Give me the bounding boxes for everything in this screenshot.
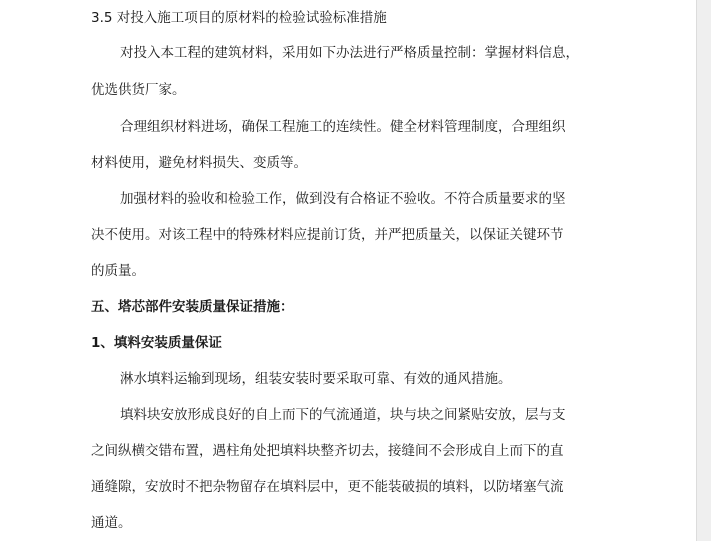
paragraph-line: 加强材料的验收和检验工作，做到没有合格证不验收。不符合质量要求的坚 bbox=[120, 191, 566, 207]
sub-heading: 1、填料安装质量保证 bbox=[91, 335, 222, 351]
paragraph-line: 之间纵横交错布置，遇柱角处把填料块整齐切去，接缝间不会形成自上而下的直 bbox=[91, 443, 564, 459]
paragraph-line: 合理组织材料进场，确保工程施工的连续性。健全材料管理制度，合理组织 bbox=[120, 119, 566, 135]
section-heading: 3.5 对投入施工项目的原材料的检验试验标准措施 bbox=[91, 10, 387, 26]
paragraph-line: 决不使用。对该工程中的特殊材料应提前订货，并严把质量关，以保证关键环节 bbox=[91, 227, 564, 243]
paragraph-line: 对投入本工程的建筑材料，采用如下办法进行严格质量控制：掌握材料信息， bbox=[120, 45, 579, 61]
paragraph-line: 通道。 bbox=[91, 515, 132, 531]
page-gutter bbox=[696, 0, 711, 541]
paragraph-line: 通缝隙，安放时不把杂物留存在填料层中，更不能装破损的填料，以防堵塞气流 bbox=[91, 479, 564, 495]
paragraph-line: 材料使用，避免材料损失、变质等。 bbox=[91, 155, 307, 171]
paragraph-line: 优选供货厂家。 bbox=[91, 82, 186, 98]
chapter-heading: 五、塔芯部件安装质量保证措施： bbox=[91, 299, 294, 315]
paragraph-line: 填料块安放形成良好的自上而下的气流通道，块与块之间紧贴安放，层与支 bbox=[120, 407, 566, 423]
paragraph-line: 淋水填料运输到现场，组装安装时要采取可靠、有效的通风措施。 bbox=[120, 371, 512, 387]
paragraph-line: 的质量。 bbox=[91, 263, 145, 279]
